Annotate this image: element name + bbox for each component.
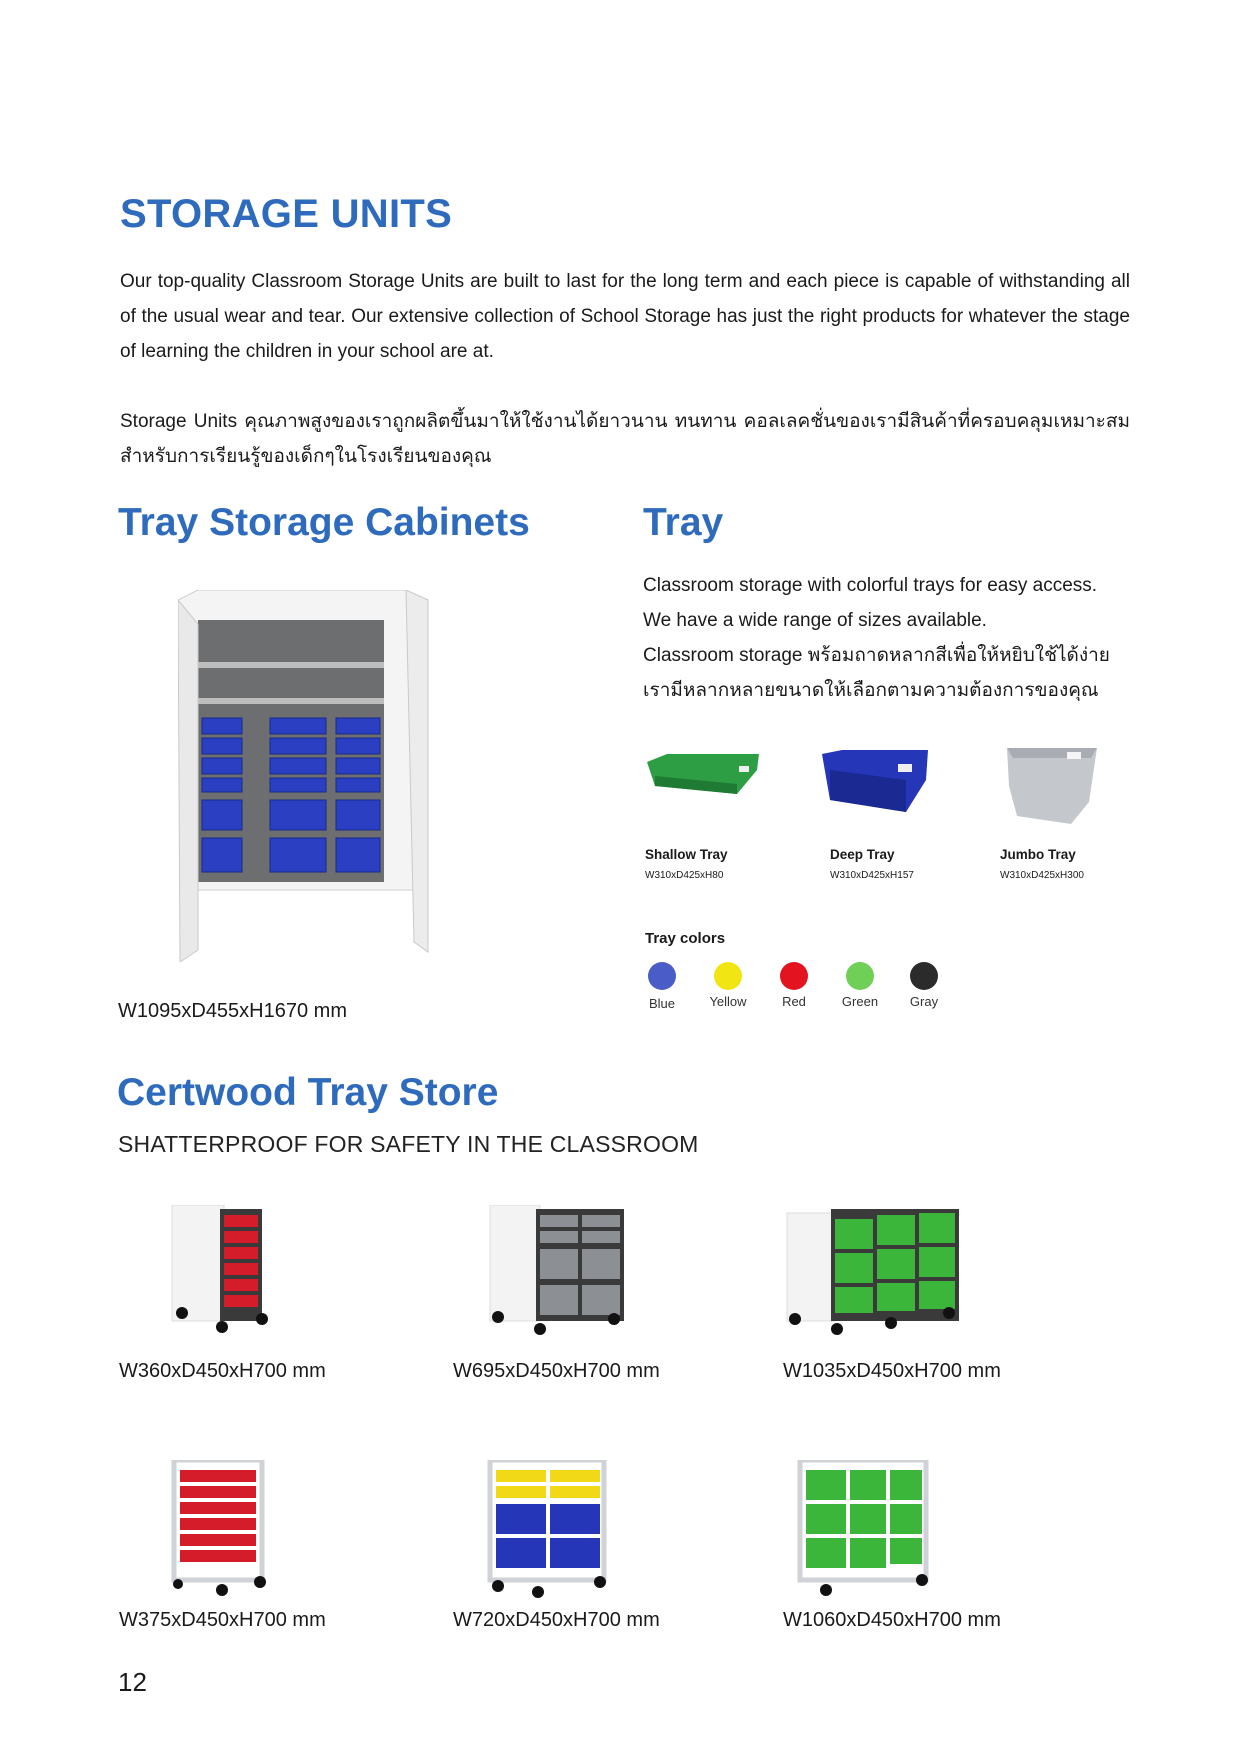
intro-thai: Storage Units คุณภาพสูงของเราถูกผลิตขึ้นมาให้ใช้งานได้ยาวนาน ทนทาน คอลเลคชั่นของเรามีสินค้าที่ครอบคลุมเหมาะสมสำหรับการเรียนรู้ของเด็กๆในโรงเรียนของคุณ	[120, 411, 1130, 467]
tray-name: Shallow Tray	[645, 847, 728, 862]
product-dimensions: W695xD450xH700 mm	[453, 1360, 660, 1382]
tray-name: Jumbo Tray	[1000, 847, 1076, 862]
tray-size: W310xD425xH80	[645, 870, 724, 881]
product-image	[796, 1460, 932, 1600]
color-swatch-green	[825, 962, 895, 1009]
product-dimensions: W1035xD450xH700 mm	[783, 1360, 1001, 1382]
tray-desc-line: เรามีหลากหลายขนาดให้เลือกตามความต้องการของคุณ	[643, 680, 1099, 701]
product-dimensions: W375xD450xH700 mm	[119, 1609, 326, 1631]
tray-heading: Tray	[643, 501, 724, 544]
tray-name: Deep Tray	[830, 847, 895, 862]
cabinet-heading: Tray Storage Cabinets	[118, 501, 530, 544]
blue-swatch-dot	[648, 962, 676, 990]
cabinet-image	[178, 590, 438, 962]
color-label: Gray	[909, 994, 939, 1009]
tray-colors-heading: Tray colors	[645, 930, 726, 947]
page-number: 12	[118, 1667, 147, 1697]
page-title: STORAGE UNITS	[120, 192, 453, 236]
color-label: Blue	[648, 996, 676, 1011]
tray-type-shallow	[645, 847, 728, 881]
product-dimensions: W720xD450xH700 mm	[453, 1609, 660, 1631]
cabinet-dimensions: W1095xD455xH1670 mm	[118, 1000, 347, 1022]
tray-size: W310xD425xH157	[830, 870, 914, 881]
color-label: Red	[782, 994, 806, 1009]
tray-description	[643, 568, 1133, 708]
certwood-heading: Certwood Tray Store	[117, 1071, 499, 1114]
gray-swatch-dot	[910, 962, 938, 990]
color-label: Green	[841, 994, 879, 1009]
tray-type-deep	[830, 847, 914, 881]
product-image	[785, 1205, 965, 1335]
deep-tray-image	[820, 750, 930, 818]
product-image	[486, 1460, 610, 1600]
product-image	[170, 1460, 270, 1600]
product-dimensions: W360xD450xH700 mm	[119, 1360, 326, 1382]
product-dimensions: W1060xD450xH700 mm	[783, 1609, 1001, 1631]
intro-english: Our top-quality Classroom Storage Units are built to last for the long term and each piece is capable of withstanding all of the usual wear and tear. Our extensive collection of School Storage has just the right products for whatever the stage of learning the children in your school are at.	[120, 271, 1130, 362]
red-swatch-dot	[780, 962, 808, 990]
tray-type-jumbo	[1000, 847, 1084, 881]
product-image	[170, 1205, 274, 1335]
tray-size: W310xD425xH300	[1000, 870, 1084, 881]
color-swatch-gray	[889, 962, 959, 1009]
tray-desc-line: Classroom storage พร้อมถาดหลากสีเพื่อให้หยิบใช้ได้ง่าย	[643, 645, 1110, 666]
color-swatch-yellow	[693, 962, 763, 1009]
certwood-subheading: SHATTERPROOF FOR SAFETY IN THE CLASSROOM	[118, 1131, 699, 1157]
yellow-swatch-dot	[714, 962, 742, 990]
color-swatch-red	[759, 962, 829, 1009]
color-swatch-blue	[627, 962, 697, 1011]
color-label: Yellow	[709, 994, 747, 1009]
tray-desc-line: Classroom storage with colorful trays for easy access.	[643, 575, 1098, 596]
product-image	[488, 1205, 628, 1335]
tray-desc-line: We have a wide range of sizes available.	[643, 610, 987, 631]
shallow-tray-image	[645, 754, 763, 806]
green-swatch-dot	[846, 962, 874, 990]
jumbo-tray-image	[1005, 746, 1099, 826]
